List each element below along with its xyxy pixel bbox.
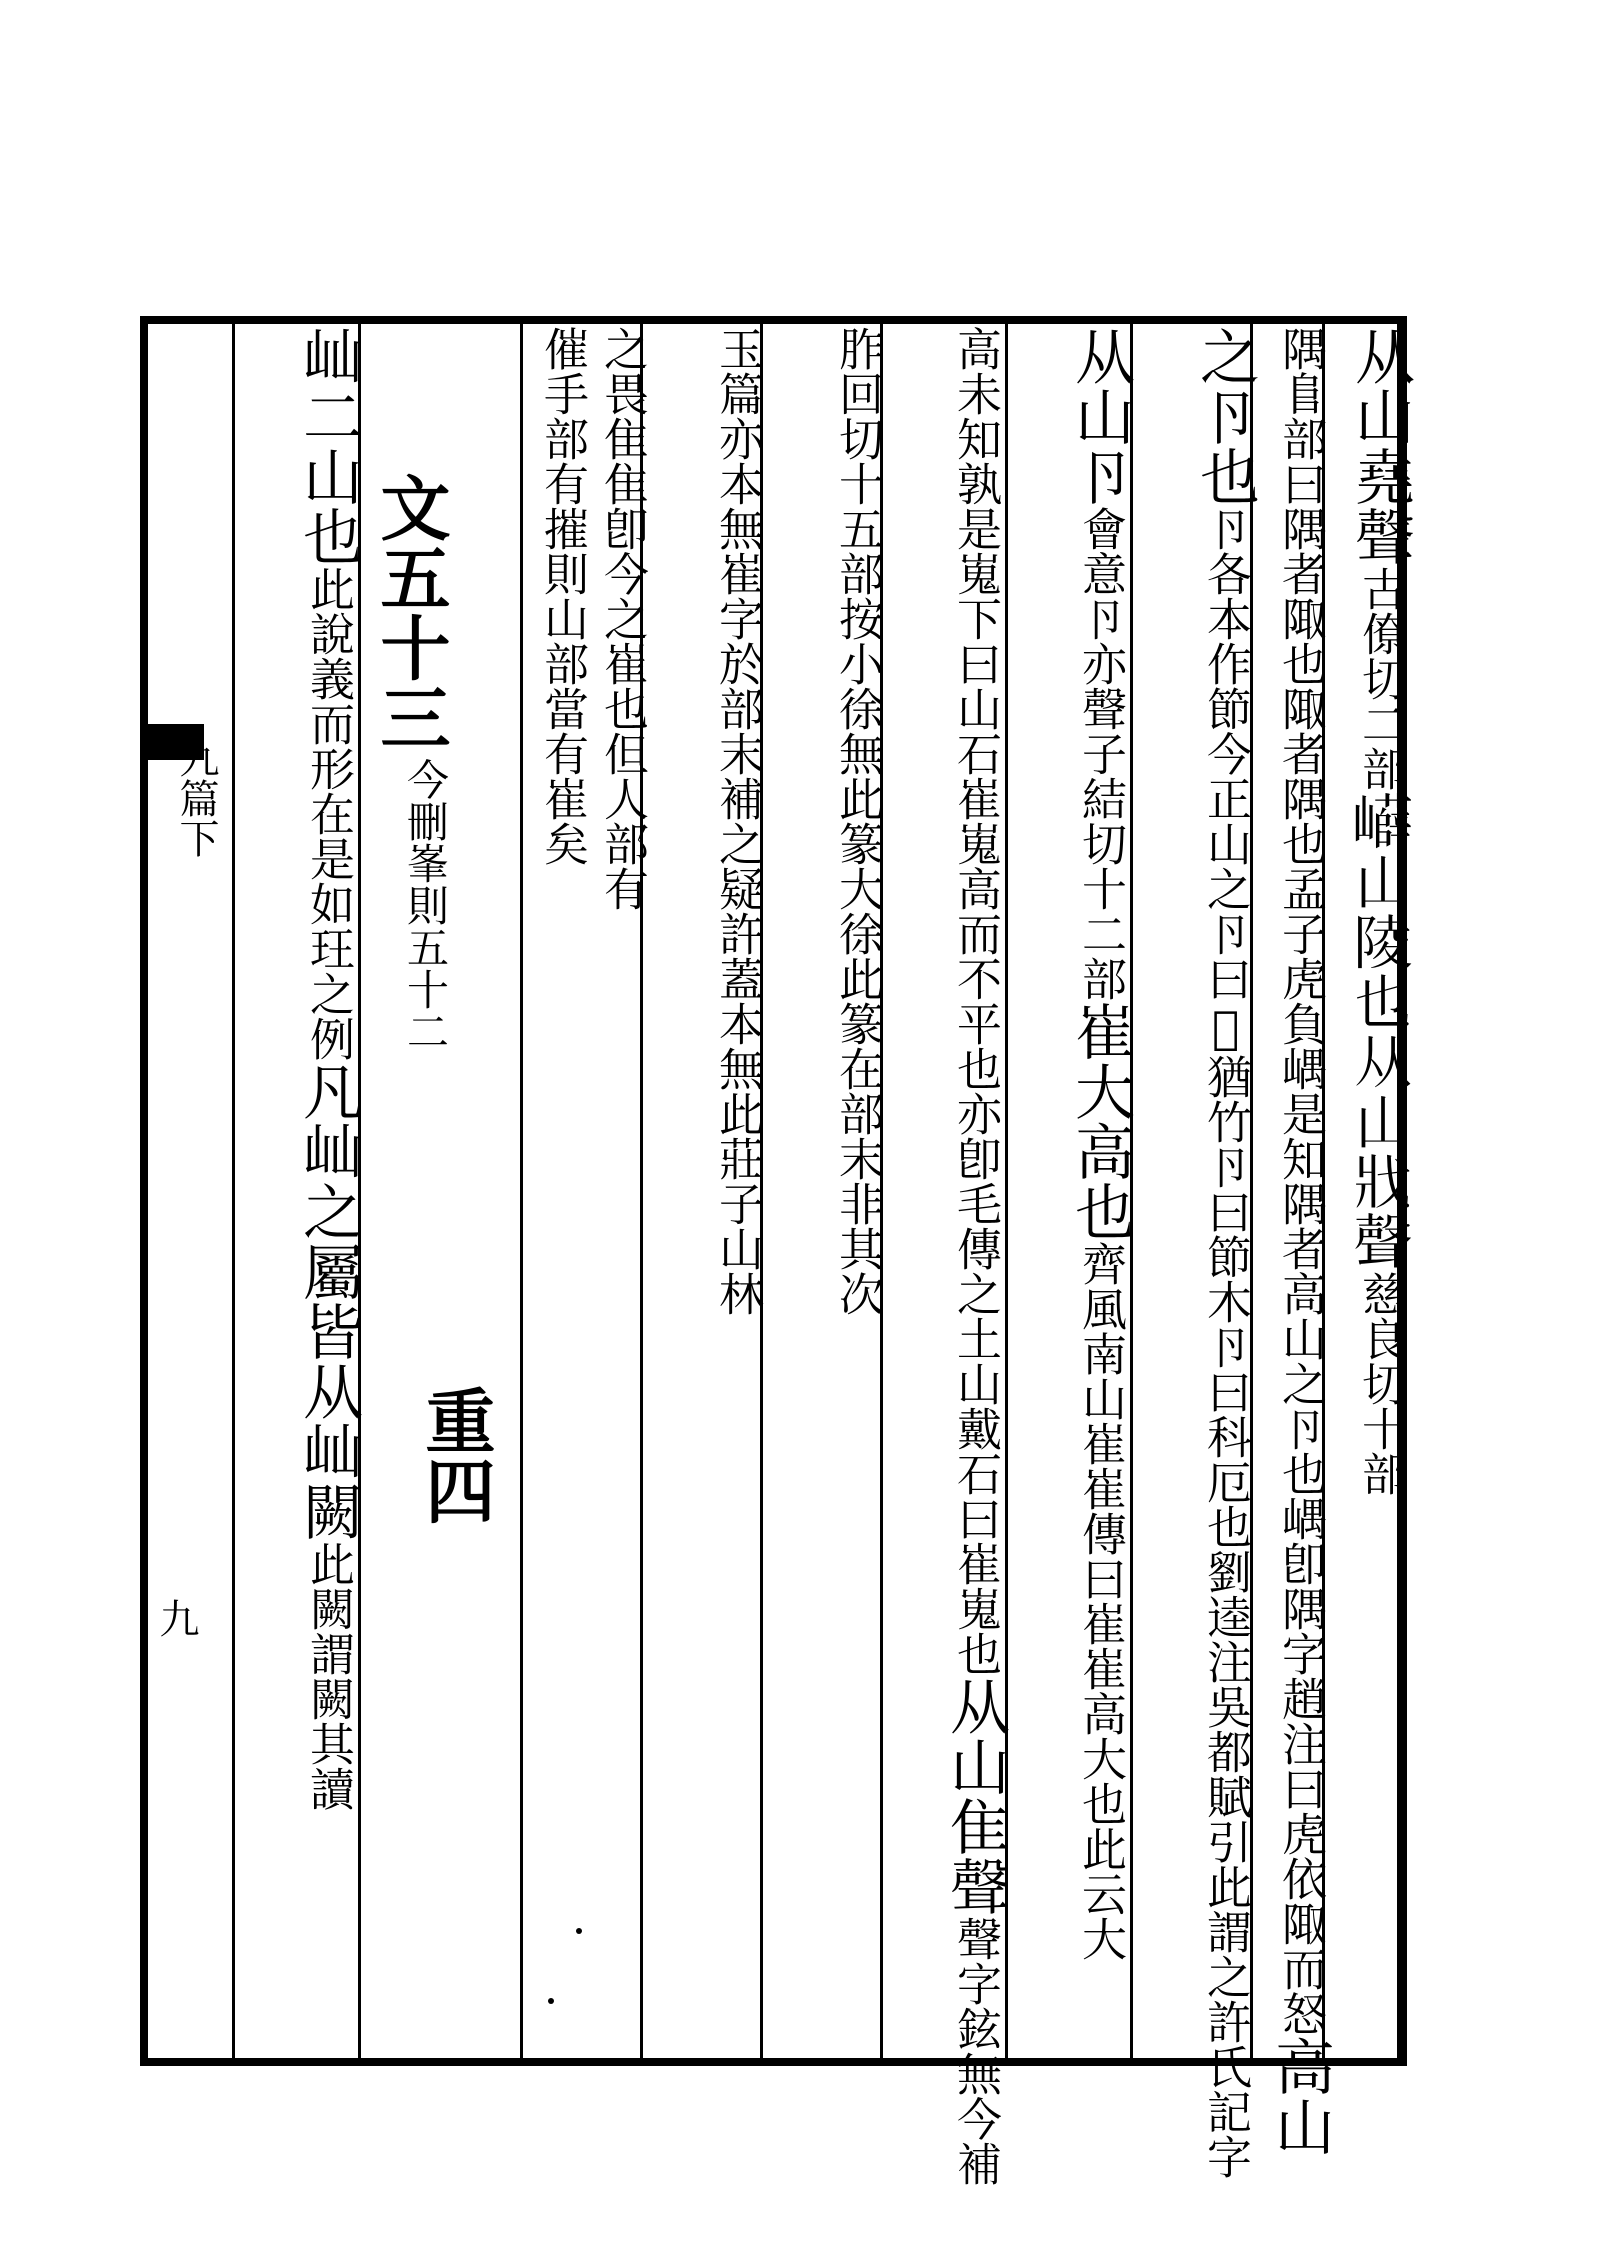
text-column-2 [1255,326,1335,2156]
annotation: 胙回切十五部按小徐無此篆大徐此篆在部末非其次 [831,326,884,1316]
annotation: 聲字鉉無今補 [949,1916,1002,2186]
character-count-heading: 文五十三 [369,472,452,752]
character-count-note: 今刪峯則五十二 [401,758,450,1052]
annotation: 此闕謂闕其讀 [302,1541,355,1811]
annotation: 玉篇亦本無崔字於部末補之疑許蓋本無此莊子山林 [711,326,764,1316]
definition: 山陵也从山戕聲 [1345,851,1415,1271]
definition: 高山 [1265,2036,1335,2156]
ink-dot [548,1998,554,2004]
text-column-3 [1135,326,1260,2179]
definition: 凡屾之屬皆从屾闕 [293,1061,363,1541]
definition: 从山隹聲 [940,1676,1010,1916]
text-column-6 [770,326,884,2061]
text-column-8 [585,326,649,2061]
annotation: 隅𨸏部曰隅者陬也陬者隅也孟子虎負嵎是知隅者高山之卪也嵎卽隅字趙注曰虎依陬而怒 [1274,326,1327,2036]
text-column-5 [885,326,1010,2186]
definition: 从山卪 [1065,326,1135,506]
column-rule [520,316,523,2066]
seal-glyph: 𡾲 [1345,791,1415,851]
annotation: 齊風南山崔崔傳曰崔崔高大也此云大 [1074,1241,1127,1961]
text-column-9 [525,326,589,2061]
variant-count: 重四 [414,1385,497,1525]
annotation: 古僚切二部 [1354,566,1407,791]
definition: 二山也 [293,386,363,566]
seal-glyph: 崔 [1065,1001,1135,1061]
definition: 大高也 [1065,1061,1135,1241]
definition: 之卪也 [1190,326,1260,506]
annotation: 慈良切十部 [1354,1271,1407,1496]
ink-dot [576,1928,582,1934]
headword-entry: 从山堯聲 [1345,326,1415,566]
text-column-4 [1010,326,1135,2061]
text-column-final [240,326,363,2061]
annotation: 會意卪亦聲子結切十二部 [1074,506,1127,1001]
annotation: 卪各本作節今正山之卪曰𡿬猶竹卪曰節木卪曰科厄也劉逵注吳都賦引此謂之許氏記字 [1199,506,1252,2179]
annotation: 此說義而形在是如玨之例 [302,566,355,1061]
annotation: 之畏隹隹卽今之崔也但人部有 [596,326,649,911]
seal-glyph: 屾 [293,326,363,386]
text-column-1 [1330,326,1415,2061]
gutter-leaf-number: 九 [153,1598,199,1638]
text-column-7 [650,326,764,2061]
annotation: 高未知孰是嵬下曰山石崔嵬高而不平也亦卽毛傳之土山戴石曰崔嵬也 [949,326,1002,1676]
gutter-title: 九篇下 [173,738,219,858]
column-rule [232,316,235,2066]
annotation: 催手部有摧則山部當有崔矣 [536,326,589,866]
